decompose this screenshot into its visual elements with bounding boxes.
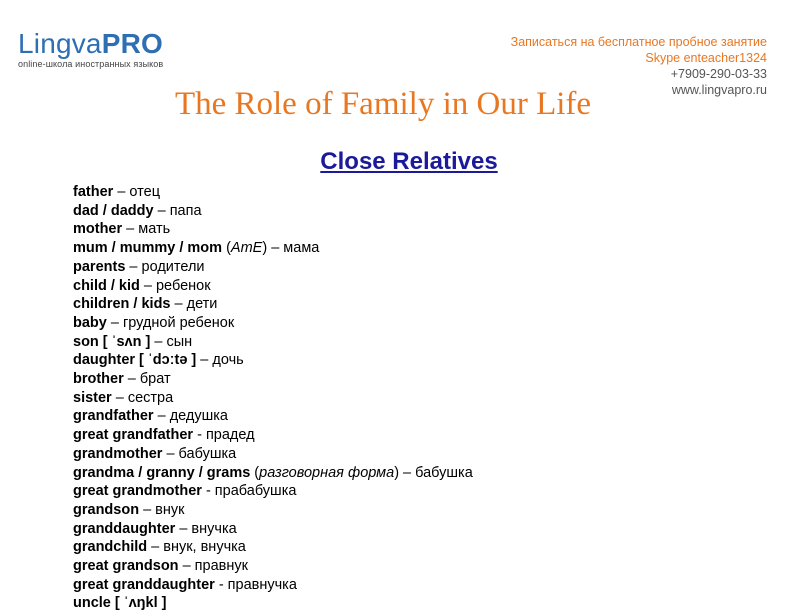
vocab-translation: – отец — [113, 184, 161, 200]
vocab-translation: – дети — [170, 296, 218, 313]
vocab-translation: – дочь — [196, 352, 244, 369]
vocab-english-term: granddaughter — [73, 520, 176, 537]
vocab-english-term: grandmother — [73, 445, 163, 462]
skype-contact: Skype enteacher1324 — [645, 51, 767, 65]
vocab-translation: – внучка — [175, 520, 237, 537]
vocab-english-term: mum / mummy / mom — [73, 240, 223, 257]
vocab-item — [73, 389, 473, 408]
vocab-translation: – брат — [123, 371, 171, 388]
vocab-item — [73, 258, 473, 277]
vocab-translation: - прабабушка — [201, 483, 297, 500]
vocab-item — [73, 594, 473, 613]
logo-name-part1: Lingva — [18, 28, 102, 59]
vocab-english-term: dad / daddy — [73, 202, 154, 219]
vocab-item — [73, 295, 473, 314]
vocab-english-term: grandfather — [73, 408, 154, 425]
vocab-item — [73, 576, 473, 595]
vocab-english-term: father — [73, 184, 114, 200]
vocab-english-term: daughter [ ˈdɔːtə ] — [73, 352, 197, 369]
vocab-translation: ) – бабушка — [394, 464, 473, 481]
vocab-english-term: grandma / granny / grams — [73, 464, 251, 481]
vocab-item — [73, 314, 473, 333]
vocab-english-term: grandchild — [73, 539, 148, 556]
vocab-english-term: mother — [73, 221, 123, 238]
vocab-item — [73, 520, 473, 539]
vocab-english-term: son [ ˈsʌn ] — [73, 333, 151, 350]
vocab-translation: – ребенок — [139, 277, 211, 294]
vocab-english-term: uncle [ ˈʌŋkl ] — [73, 595, 167, 612]
vocab-item — [73, 370, 473, 389]
vocab-english-term: great grandfather — [73, 427, 194, 444]
vocab-usage-note: AmE — [230, 240, 263, 257]
vocab-item — [73, 445, 473, 464]
vocab-english-term: great granddaughter — [73, 576, 215, 593]
vocab-english-term: grandson — [73, 501, 140, 518]
vocab-paren-open: ( — [250, 464, 260, 481]
vocab-item — [73, 501, 473, 520]
vocab-translation: – дедушка — [153, 408, 228, 425]
vocab-translation: – родители — [125, 258, 205, 275]
logo-wordmark — [18, 28, 163, 60]
vocab-english-term: great grandmother — [73, 483, 202, 500]
vocab-translation: – сын — [150, 333, 193, 350]
vocab-translation: – сестра — [111, 389, 174, 406]
vocab-paren-open: ( — [222, 240, 231, 257]
vocab-translation: ) – мама — [262, 240, 320, 257]
vocab-item — [73, 351, 473, 370]
vocab-english-term: child / kid — [73, 277, 140, 294]
vocab-item — [73, 482, 473, 501]
vocab-translation: – бабушка — [162, 445, 237, 462]
page-title: The Role of Family in Our Life — [174, 86, 592, 122]
vocab-item — [73, 426, 473, 445]
vocab-translation: – правнук — [178, 558, 248, 575]
vocab-translation: – грудной ребенок — [106, 314, 235, 331]
vocab-translation: – внук, внучка — [147, 539, 246, 556]
logo-tagline: online-школа иностранных языков — [18, 59, 164, 69]
logo-name-part2: PRO — [101, 28, 163, 59]
vocab-item — [73, 557, 473, 576]
phone-number: +7909-290-03-33 — [670, 67, 767, 81]
vocab-item — [73, 333, 473, 352]
section-title-link[interactable]: Close Relatives — [320, 148, 498, 175]
logo[interactable] — [18, 28, 163, 69]
vocab-english-term: parents — [73, 258, 126, 275]
vocab-item — [73, 183, 473, 202]
vocab-english-term: brother — [73, 371, 124, 388]
vocab-english-term: sister — [73, 389, 112, 406]
vocab-translation: – мать — [122, 221, 171, 238]
vocab-translation: – папа — [153, 202, 202, 219]
vocab-translation: - прадед — [193, 427, 255, 444]
vocab-english-term: great grandson — [73, 558, 179, 575]
vocab-item — [73, 239, 473, 258]
signup-link[interactable]: Записаться на бесплатное пробное занятие — [510, 35, 767, 49]
vocab-item — [73, 202, 473, 221]
website-link[interactable]: www.lingvapro.ru — [671, 83, 767, 97]
vocab-english-term: children / kids — [73, 296, 171, 313]
vocab-item — [73, 220, 473, 239]
vocab-item — [73, 464, 473, 483]
vocab-english-term: baby — [73, 314, 107, 331]
vocab-translation: - правнучка — [214, 576, 297, 593]
vocab-item — [73, 407, 473, 426]
vocab-item — [73, 277, 473, 296]
vocab-item — [73, 538, 473, 557]
vocabulary-list — [73, 183, 473, 613]
vocab-usage-note: разговорная форма — [259, 464, 395, 481]
vocab-translation: – внук — [139, 501, 185, 518]
